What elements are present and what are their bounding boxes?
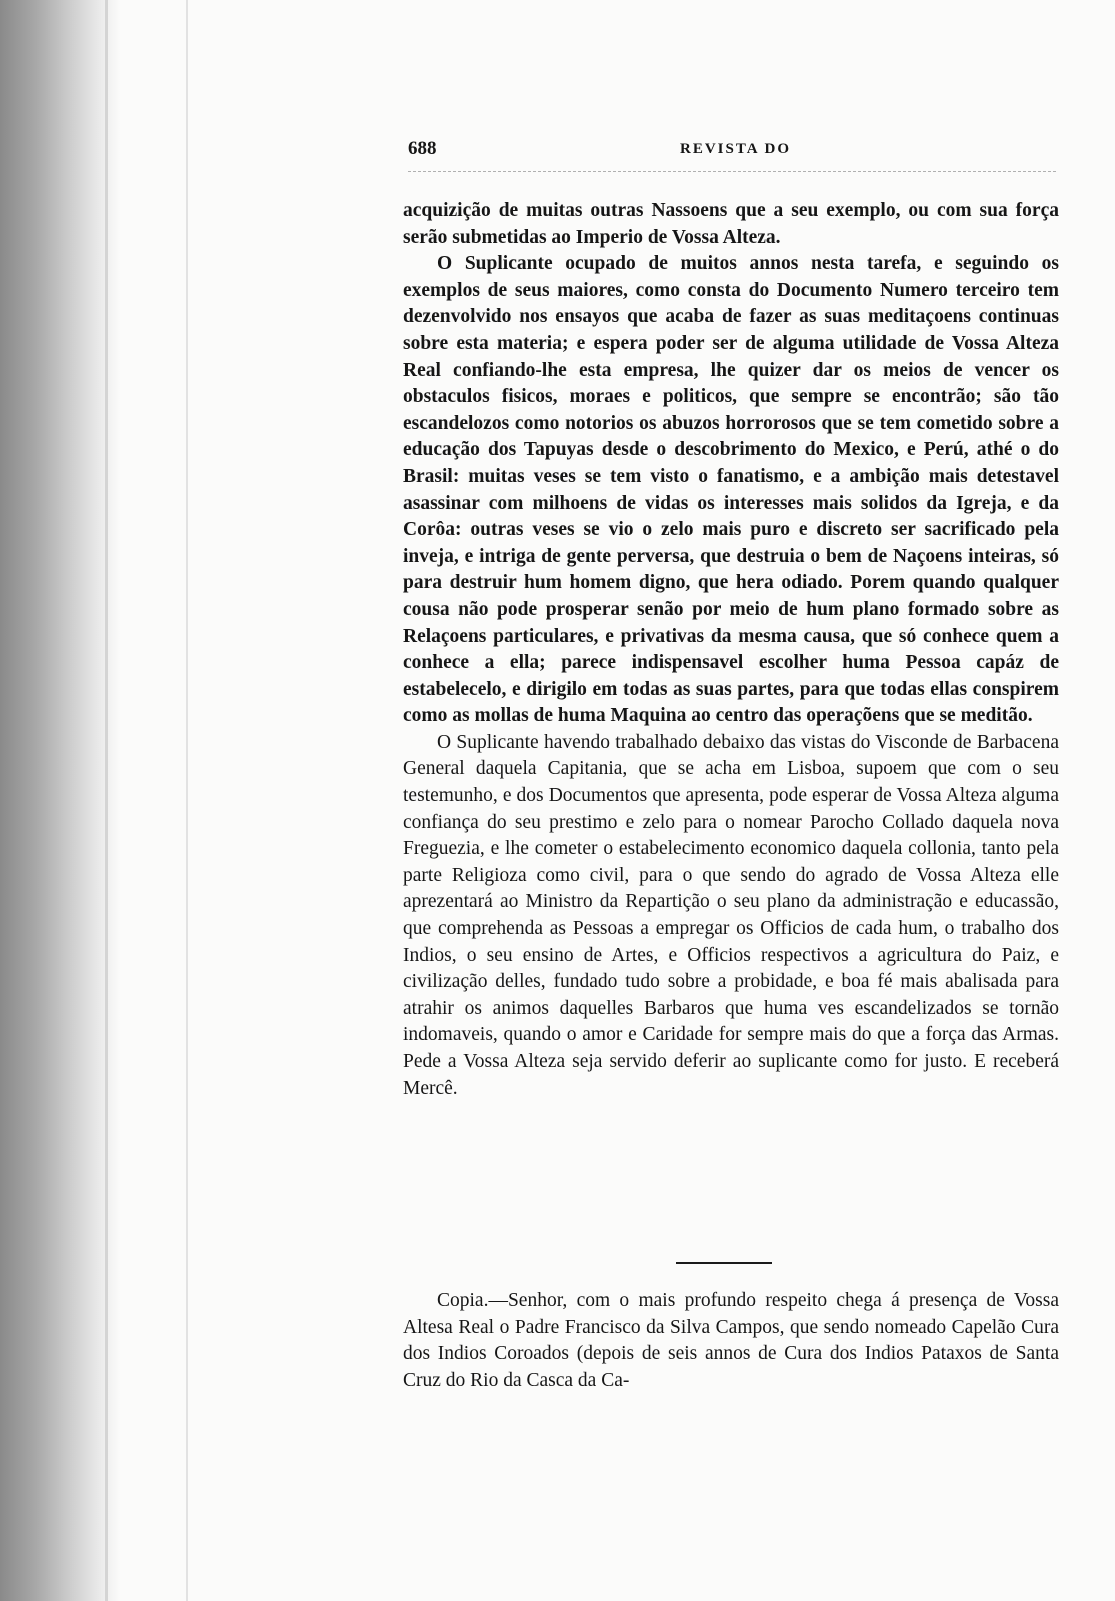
book-binding-shadow [0,0,120,1601]
page-number: 688 [408,138,437,159]
paragraph-3: O Suplicante havendo trabalhado debaixo das vistas do Visconde de Barbacena General daquela Capitania, que se acha em Lisboa, supoem que com o seu testemunho, e dos Documentos que apresenta, pode esperar de Vossa Alteza alguma confiança do seu prestimo e zelo para o nomear Parocho Collado daquela nova Freguezia, e lhe cometer o estabelecimento economico daquela collonia, tanto pela parte Religioza como civil, para o que sendo do agrado de Vossa Alteza elle aprezentará ao Ministro da Repartição o seu plano da administração e educassão, que comprehenda as Pessoas a empregar os Officios de cada hum, o trabalho dos Indios, o seu ensino de Artes, e Officios respectivos a agricultura do Paiz, e civilização delles, fundado tudo sobre a probidade, e boa fé mais abalisada para atrahir os animos daquelles Barbaros que huma ves escandelizados se tornão indomaveis, quando o amor e Caridade for sempre mais do que a força das Armas. Pede a Vossa Alteza seja servido deferir ao suplicante como for justo. E receberá Mercê. [403,731,1059,1099]
copy-section [403,1288,1059,1394]
section-separator [676,1262,772,1264]
gutter-line [186,0,188,1601]
running-head: REVISTA DO [680,141,791,157]
copy-paragraph: Copia.—Senhor, com o mais profundo respeito chega á presença de Vossa Altesa Real o Padre Francisco da Silva Campos, que sendo nomeado Capelão Cura dos Indios Coroados (depois de seis annos de Cura dos Indios Pataxos de Santa Cruz do Rio da Casca da Ca- [403,1290,1059,1391]
paragraph-1: acquizição de muitas outras Nassoens que a seu exemplo, ou com sua força serão submetidas ao Imperio de Vossa Alteza. [403,200,1059,248]
header-rule [408,171,1056,172]
main-text [403,198,1059,1102]
page-header [408,138,1056,172]
paragraph-2: O Suplicante ocupado de muitos annos nesta tarefa, e seguindo os exemplos de seus maiores, como consta do Documento Numero terceiro tem dezenvolvido nos ensayos que acaba de fazer as suas meditaçoens continuas sobre esta materia; e espera poder ser de alguma utilidade de Vossa Alteza Real confiando-lhe esta empresa, lhe quizer dar os meios de vencer os obstaculos fisicos, moraes e politicos, que sempre se encontrão; são tão escandelozos como notorios os abuzos horrorosos que se tem cometido sobre a educação dos Tapuyas desde o descobrimento do Mexico, e Perú, athé o do Brasil: muitas veses se tem visto o fanatismo, e a ambição mais detestavel asassinar com milhoens de vidas os interesses mais solidos da Igreja, e da Corôa: outras veses se vio o zelo mais puro e discreto ser sacrificado pela inveja, e intriga de gente perversa, que destruia o bem de Naçoens inteiras, só para destruir hum homem digno, que hera odiado. Porem quando qualquer cousa não pode prosperar senão por meio de hum plano formado sobre as Relaçoens particulares, e privativas da mesma causa, que só conhece quem a conhece a ella; parece indispensavel escolher huma Pessoa capáz de estabelecelo, e dirigilo em todas as suas partes, para que todas ellas conspirem como as mollas de huma Maquina ao centro das operaçõens que se meditão. [403,253,1059,727]
